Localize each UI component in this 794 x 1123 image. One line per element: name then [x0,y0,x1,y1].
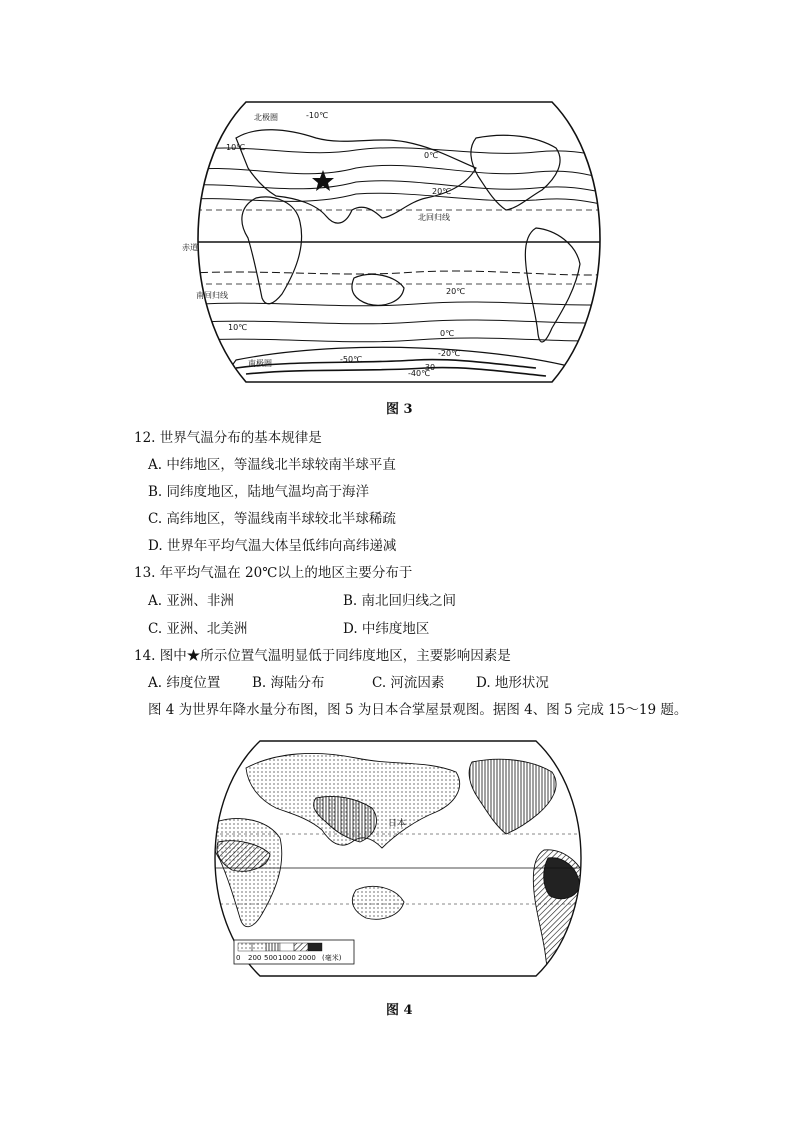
legend-swatch-1 [252,943,266,951]
iso-m40-label: -40℃ [408,369,431,378]
question-14-option-d: D. 地形状况 [476,675,549,691]
tropic-cancer-label: 北回归线 [418,213,450,222]
question-14-option-b: B. 海陆分布 [252,675,325,691]
iso-0-south-label: 0℃ [440,329,455,338]
iso-0-label: 0℃ [424,151,439,160]
japan-label: 日本 [388,819,407,829]
iso-10-label: 10℃ [226,143,246,152]
question-12-option-c: C. 高纬地区，等温线南半球较北半球稀疏 [148,511,396,527]
legend-swatch-3 [280,943,294,951]
question-13-option-d: D. 中纬度地区 [343,621,430,637]
figure-3-isotherm-map [176,98,622,388]
legend-tick-1: 200 [248,954,262,962]
question-14-stem: 14. 图中★所示位置气温明显低于同纬度地区，主要影响因素是 [134,648,511,664]
legend-swatch-5 [308,943,322,951]
iso-m30-label: -30 [422,363,436,372]
legend-swatch-4 [294,943,308,951]
question-14-option-a: A. 纬度位置 [148,675,221,691]
question-13-stem: 13. 年平均气温在 20℃以上的地区主要分布于 [134,565,413,581]
question-12-stem: 12. 世界气温分布的基本规律是 [134,430,322,446]
iso-m20-label: -20℃ [438,349,461,358]
question-13-option-a: A. 亚洲、非洲 [148,593,234,609]
iso-m10-label: -10℃ [306,111,329,120]
equator-label: 赤道 [182,243,198,252]
iso-20-south-label: 20℃ [446,287,466,296]
figure-4-precipitation-map [196,738,600,980]
iso-m50-label: -50℃ [340,355,363,364]
tropic-capricorn-label: 南回归线 [196,291,228,300]
arctic-circle-label: 北极圈 [254,113,278,122]
legend-swatch-2 [266,943,280,951]
question-14-option-c: C. 河流因素 [372,675,445,691]
question-12-option-d: D. 世界年平均气温大体呈低纬向高纬递减 [148,538,397,554]
precipitation-legend [234,940,354,964]
figure-4-caption: 图 4 [386,1003,413,1018]
intro-paragraph: 图 4 为世界年降水量分布图，图 5 为日本合掌屋景观图。据图 4、图 5 完成 15～19 题。 [148,702,688,718]
question-12-option-b: B. 同纬度地区，陆地气温均高于海洋 [148,484,370,500]
question-13-option-b: B. 南北回归线之间 [343,593,457,609]
iso-20-label: 20℃ [432,187,452,196]
question-13-option-c: C. 亚洲、北美洲 [148,621,248,637]
legend-tick-4: 2000 [298,954,316,962]
question-12-option-a: A. 中纬地区，等温线北半球较南半球平直 [148,457,396,473]
figure-3-caption: 图 3 [386,402,413,417]
legend-tick-3: 1000 [278,954,296,962]
legend-swatch-0 [238,943,252,951]
iso-10-south-label: 10℃ [228,323,248,332]
legend-tick-2: 500 [264,954,278,962]
legend-unit: (毫米) [322,954,342,962]
antarctic-circle-label: 南极圈 [248,359,272,368]
legend-tick-0: 0 [236,954,241,962]
